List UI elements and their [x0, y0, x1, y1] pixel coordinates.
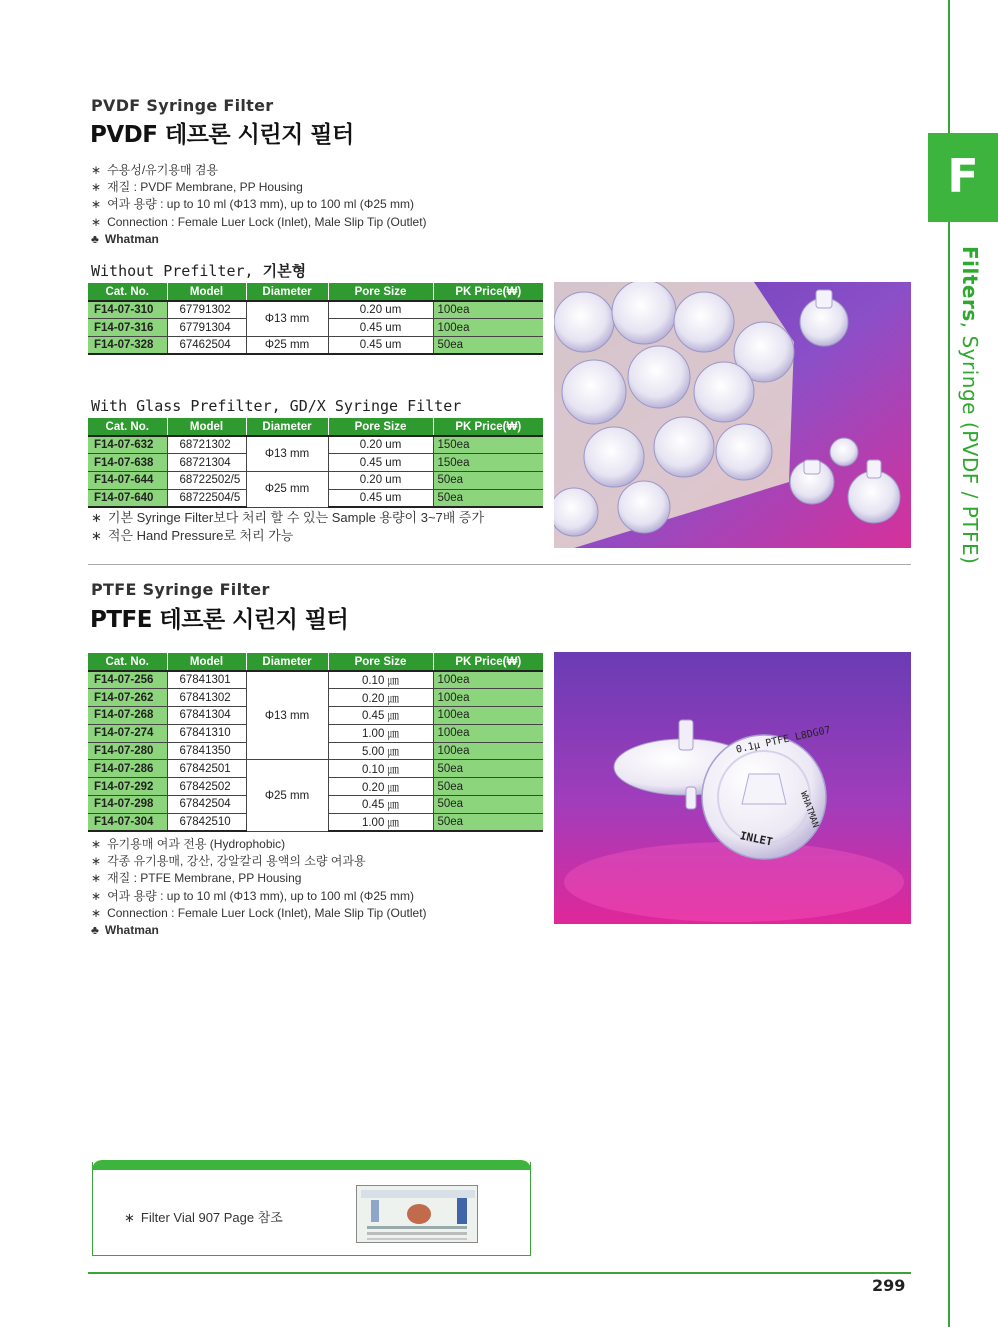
- pore-cell: 0.45 um: [328, 319, 433, 337]
- cat-cell: F14-07-316: [88, 319, 167, 337]
- pore-cell: 1.00 ㎛: [328, 724, 433, 742]
- price-cell: 50ea: [433, 489, 543, 507]
- pore-cell: 0.10 ㎛: [328, 760, 433, 778]
- pore-cell: 0.20 um: [328, 472, 433, 490]
- brand-item: ♣ Whatman: [91, 231, 427, 248]
- cat-cell: F14-07-328: [88, 337, 167, 355]
- cat-cell: F14-07-640: [88, 489, 167, 507]
- diameter-cell: Φ25 mm: [246, 472, 328, 508]
- model-cell: 67841304: [167, 707, 246, 725]
- price-cell: 50ea: [433, 778, 543, 796]
- pore-cell: 0.45 um: [328, 489, 433, 507]
- model-cell: 67841302: [167, 689, 246, 707]
- cat-cell: F14-07-304: [88, 813, 167, 831]
- pore-cell: 5.00 ㎛: [328, 742, 433, 760]
- side-label-rest: , Syringe (PVDF / PTFE): [958, 321, 982, 565]
- pore-cell: 0.20 um: [328, 301, 433, 319]
- pvdf-title-en: PVDF Syringe Filter: [91, 96, 274, 115]
- price-cell: 50ea: [433, 337, 543, 355]
- table-row: [88, 671, 543, 689]
- cat-cell: F14-07-256: [88, 671, 167, 689]
- cat-cell: F14-07-310: [88, 301, 167, 319]
- list-item: ∗ Connection : Female Luer Lock (Inlet), Male Slip Tip (Outlet): [91, 905, 427, 922]
- note-box-header: [92, 1160, 531, 1170]
- model-cell: 68721302: [167, 436, 246, 454]
- cat-cell: F14-07-268: [88, 707, 167, 725]
- photo-label-bottom: INLET: [738, 829, 774, 849]
- pore-cell: 0.45 um: [328, 454, 433, 472]
- model-cell: 68722504/5: [167, 489, 246, 507]
- price-cell: 50ea: [433, 760, 543, 778]
- cat-cell: F14-07-286: [88, 760, 167, 778]
- table-row: [88, 760, 543, 778]
- list-item: ∗ 유기용매 여과 전용 (Hydrophobic): [91, 836, 427, 853]
- subtitle-without-prefilter: [91, 260, 306, 281]
- price-cell: 100ea: [433, 724, 543, 742]
- price-cell: 100ea: [433, 707, 543, 725]
- col-pore: Pore Size: [328, 653, 433, 671]
- footer-rule: [88, 1272, 911, 1274]
- model-cell: 67841301: [167, 671, 246, 689]
- col-model: Model: [167, 653, 246, 671]
- side-category-label: [952, 246, 982, 565]
- col-price: PK Price(₩): [433, 418, 543, 436]
- pore-cell: 0.20 ㎛: [328, 778, 433, 796]
- subtitle-en: Without Prefilter,: [91, 262, 263, 280]
- section-letter-tab: F: [928, 133, 998, 222]
- cat-cell: F14-07-262: [88, 689, 167, 707]
- col-model: Model: [167, 283, 246, 301]
- list-item: ∗ 여과 용량 : up to 10 ml (Φ13 mm), up to 100 ml (Φ25 mm): [91, 196, 427, 213]
- list-item: ∗ 수용성/유기용매 겸용: [91, 162, 427, 179]
- pore-cell: 0.10 ㎛: [328, 671, 433, 689]
- col-cat: Cat. No.: [88, 283, 167, 301]
- pore-cell: 0.20 um: [328, 436, 433, 454]
- list-item: ∗ 각종 유기용매, 강산, 강알칼리 용액의 소량 여과용: [91, 853, 427, 870]
- diameter-cell: Φ25 mm: [246, 760, 328, 831]
- subtitle-ko: 기본형: [262, 262, 307, 280]
- cat-cell: F14-07-292: [88, 778, 167, 796]
- pore-cell: 1.00 ㎛: [328, 813, 433, 831]
- col-price: PK Price(₩): [433, 653, 543, 671]
- side-label-bold: Filters: [958, 246, 982, 322]
- pore-cell: 0.45 ㎛: [328, 707, 433, 725]
- diameter-cell: Φ25 mm: [246, 337, 328, 355]
- filter-vial-thumbnail: [356, 1185, 478, 1243]
- cat-cell: F14-07-638: [88, 454, 167, 472]
- price-cell: 100ea: [433, 742, 543, 760]
- pvdf-title-ko: PVDF 테프론 시린지 필터: [90, 122, 354, 148]
- ptfe-title-en: PTFE Syringe Filter: [91, 580, 270, 599]
- col-model: Model: [167, 418, 246, 436]
- price-cell: 100ea: [433, 671, 543, 689]
- table-row: [88, 436, 543, 454]
- col-diameter: Diameter: [246, 653, 328, 671]
- price-cell: 150ea: [433, 454, 543, 472]
- model-cell: 67842510: [167, 813, 246, 831]
- price-cell: 50ea: [433, 796, 543, 814]
- price-cell: 100ea: [433, 301, 543, 319]
- diameter-cell: Φ13 mm: [246, 301, 328, 337]
- diameter-cell: Φ13 mm: [246, 671, 328, 760]
- cat-cell: F14-07-632: [88, 436, 167, 454]
- photo-label-top: 0.1μ PTFE L8DG07: [735, 724, 832, 756]
- col-pore: Pore Size: [328, 418, 433, 436]
- table-row: [88, 472, 543, 490]
- note-text: ∗ Filter Vial 907 Page 참조: [124, 1207, 283, 1226]
- model-cell: 67841350: [167, 742, 246, 760]
- cat-cell: F14-07-274: [88, 724, 167, 742]
- col-diameter: Diameter: [246, 418, 328, 436]
- price-cell: 100ea: [433, 689, 543, 707]
- subtitle-glass-prefilter: With Glass Prefilter, GD/X Syringe Filter: [91, 397, 462, 415]
- ptfe-product-photo: [554, 652, 911, 924]
- list-item: ∗ 여과 용량 : up to 10 ml (Φ13 mm), up to 100 ml (Φ25 mm): [91, 888, 427, 905]
- cat-cell: F14-07-298: [88, 796, 167, 814]
- model-cell: 67791304: [167, 319, 246, 337]
- price-cell: 150ea: [433, 436, 543, 454]
- brand-item: ♣ Whatman: [91, 922, 427, 939]
- section-divider: [88, 564, 911, 565]
- gdx-notes: [91, 509, 484, 545]
- pvdf-feature-list: [91, 162, 427, 248]
- model-cell: 67462504: [167, 337, 246, 355]
- cat-cell: F14-07-644: [88, 472, 167, 490]
- page-number: 299: [872, 1276, 906, 1295]
- price-cell: 50ea: [433, 813, 543, 831]
- model-cell: 68722502/5: [167, 472, 246, 490]
- pvdf-product-photo: [554, 282, 911, 548]
- model-cell: 68721304: [167, 454, 246, 472]
- ptfe-title-ko: PTFE 테프론 시린지 필터: [90, 607, 349, 633]
- price-cell: 50ea: [433, 472, 543, 490]
- diameter-cell: Φ13 mm: [246, 436, 328, 472]
- ptfe-table: [88, 653, 543, 832]
- list-item: ∗ 재질 : PVDF Membrane, PP Housing: [91, 179, 427, 196]
- model-cell: 67791302: [167, 301, 246, 319]
- pore-cell: 0.45 um: [328, 337, 433, 355]
- photo-label-side: WHATMAN: [797, 790, 821, 830]
- pore-cell: 0.20 ㎛: [328, 689, 433, 707]
- table-row: [88, 301, 543, 319]
- gdx-table: [88, 418, 543, 508]
- pvdf-table: [88, 283, 543, 355]
- list-item: ∗ 기본 Syringe Filter보다 처리 할 수 있는 Sample 용량이 3~7배 증가: [91, 509, 484, 527]
- list-item: ∗ 재질 : PTFE Membrane, PP Housing: [91, 870, 427, 887]
- col-price: PK Price(₩): [433, 283, 543, 301]
- col-cat: Cat. No.: [88, 418, 167, 436]
- list-item: ∗ Connection : Female Luer Lock (Inlet), Male Slip Tip (Outlet): [91, 214, 427, 231]
- price-cell: 100ea: [433, 319, 543, 337]
- col-diameter: Diameter: [246, 283, 328, 301]
- model-cell: 67842501: [167, 760, 246, 778]
- table-row: [88, 337, 543, 355]
- pore-cell: 0.45 ㎛: [328, 796, 433, 814]
- model-cell: 67842504: [167, 796, 246, 814]
- list-item: ∗ 적은 Hand Pressure로 처리 가능: [91, 527, 484, 545]
- model-cell: 67841310: [167, 724, 246, 742]
- cat-cell: F14-07-280: [88, 742, 167, 760]
- col-pore: Pore Size: [328, 283, 433, 301]
- model-cell: 67842502: [167, 778, 246, 796]
- col-cat: Cat. No.: [88, 653, 167, 671]
- ptfe-feature-list: [91, 836, 427, 939]
